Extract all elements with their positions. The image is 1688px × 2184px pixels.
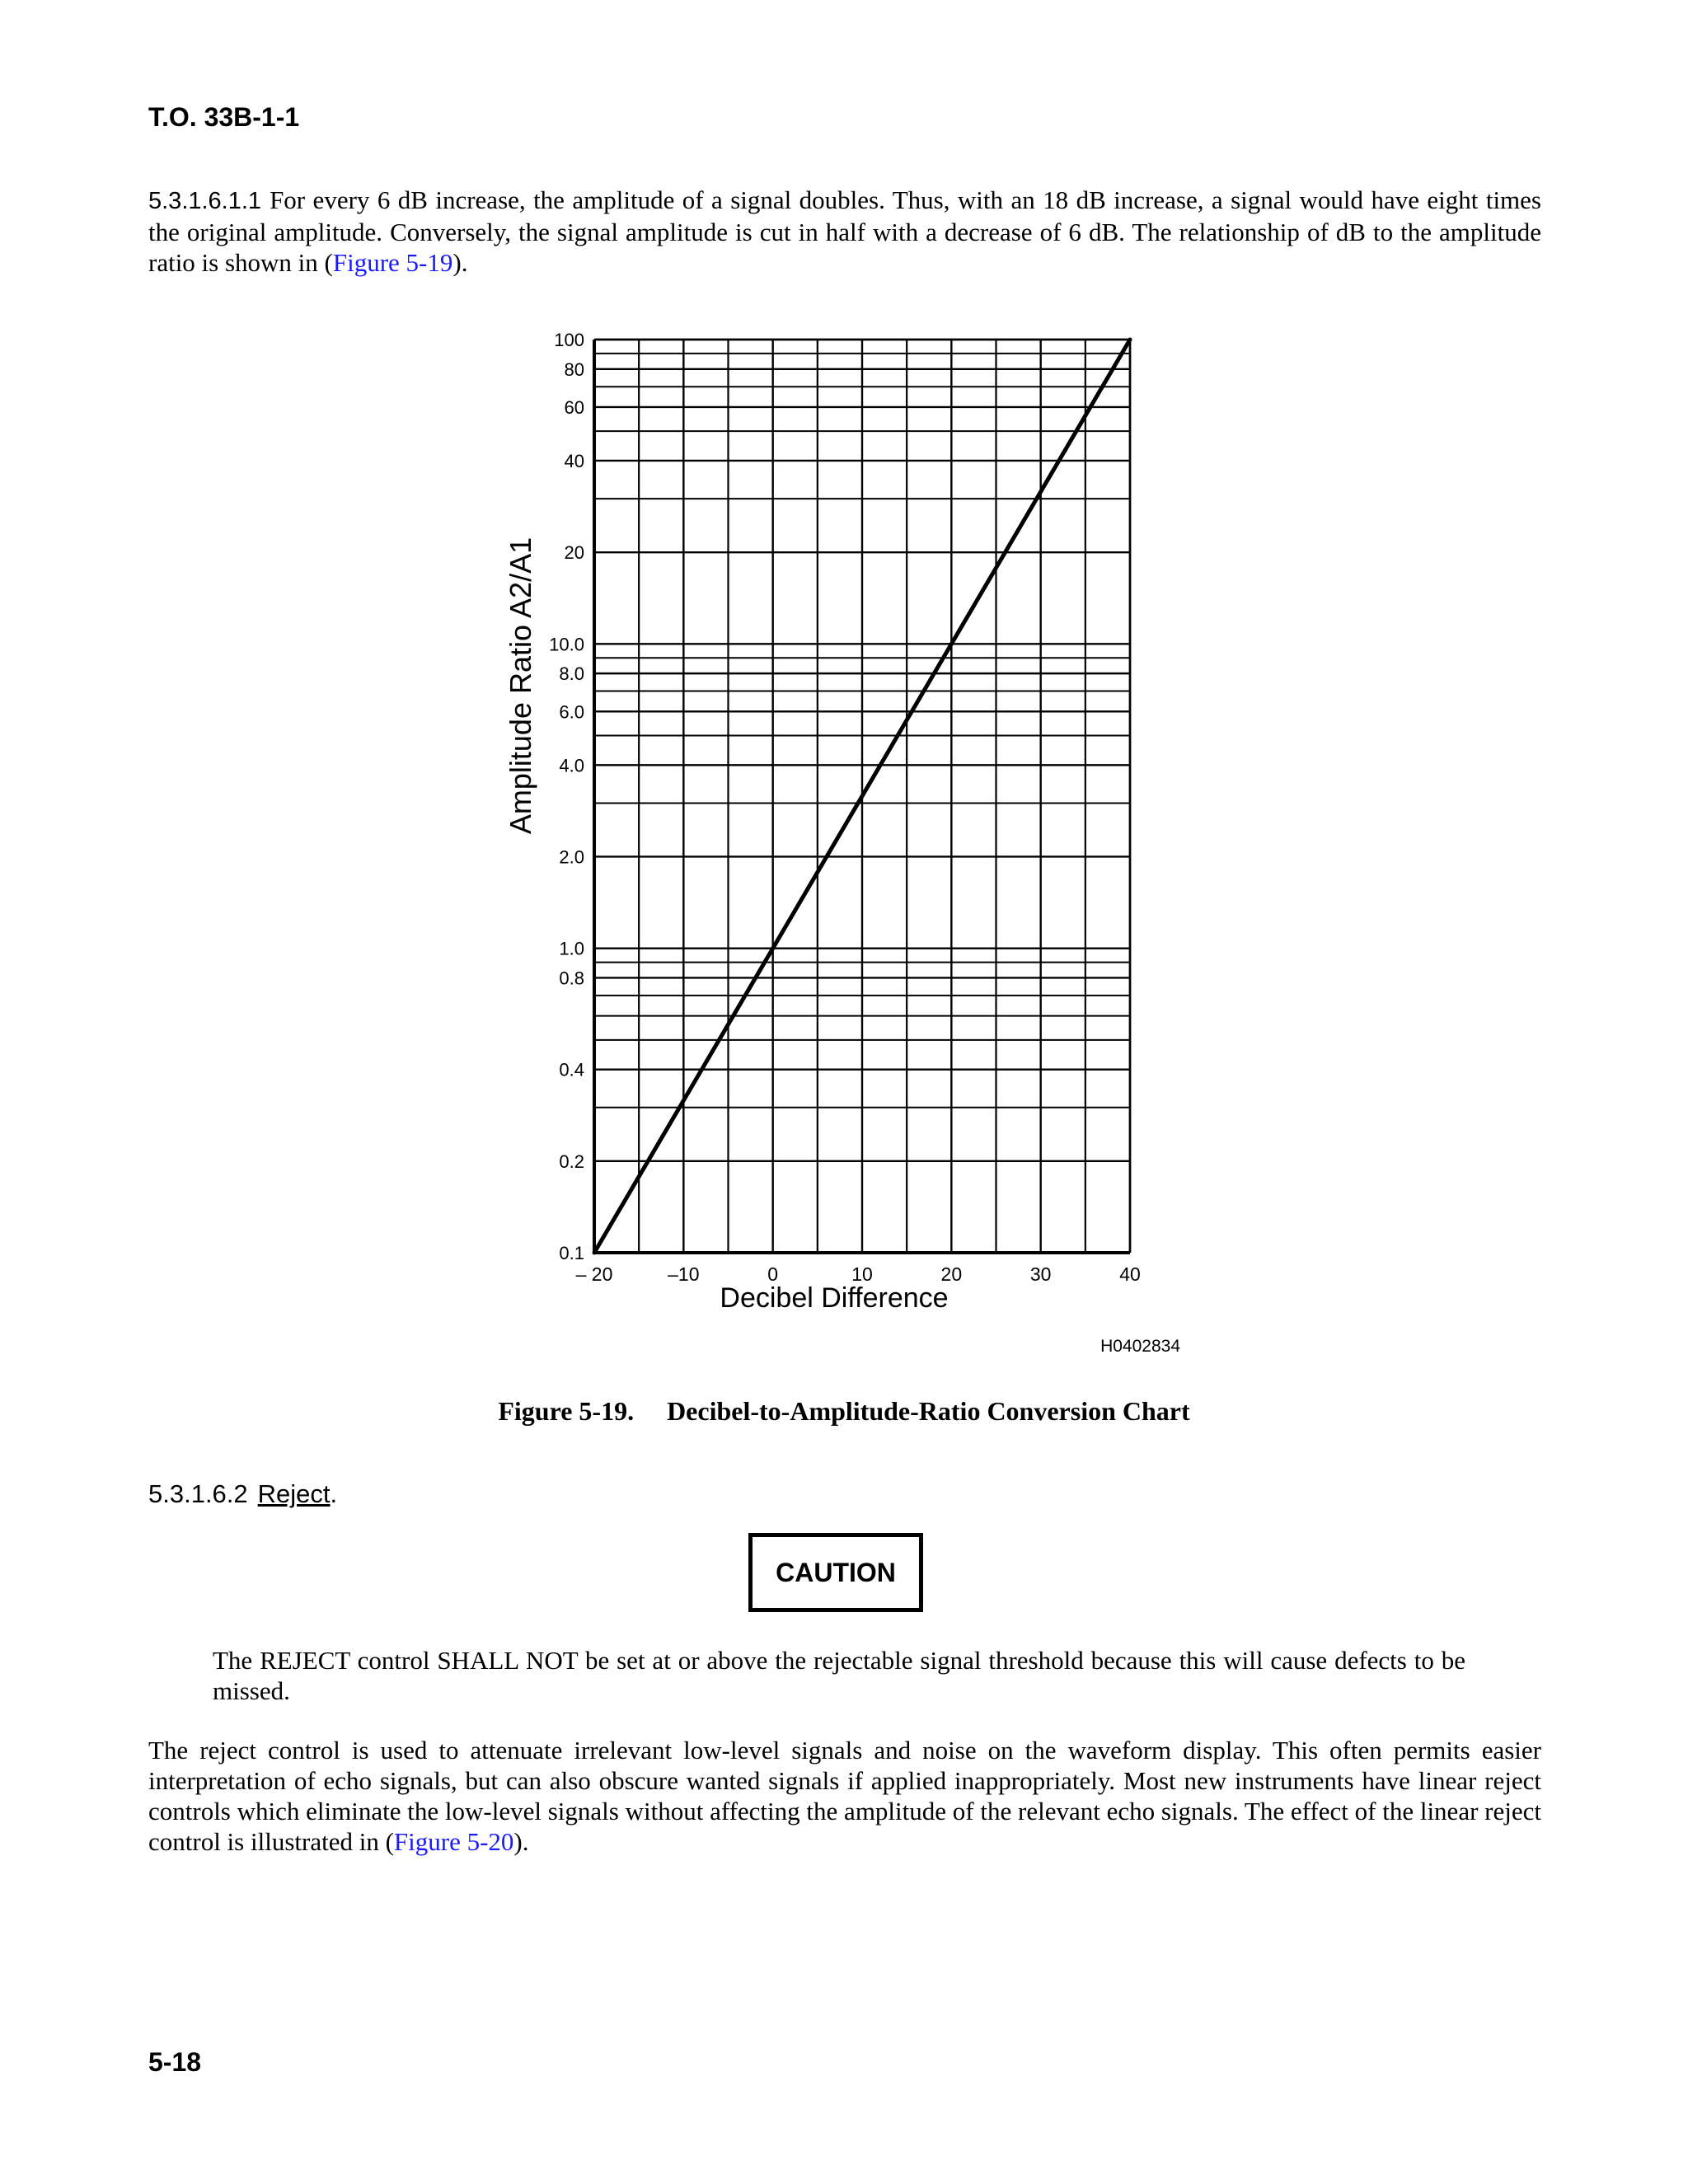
- y-tick-label: 6.0: [559, 701, 584, 723]
- section-number: 5.3.1.6.2: [148, 1479, 248, 1508]
- chart-y-axis-label: [504, 537, 537, 834]
- y-tick-label: 0.8: [559, 968, 584, 989]
- x-tick-label: –10: [668, 1263, 700, 1285]
- y-tick-label: 80: [564, 359, 584, 380]
- y-tick-label: 4.0: [559, 755, 584, 776]
- chart-y-tick-labels: [549, 330, 584, 1263]
- y-axis-label-formula: A2/A1: [504, 537, 537, 618]
- y-tick-label: 2.0: [559, 846, 584, 868]
- chart-x-axis-label: Decibel Difference: [720, 1282, 949, 1314]
- figure-code: H0402834: [1100, 1337, 1180, 1356]
- y-tick-label: 0.2: [559, 1151, 584, 1172]
- y-axis-label-text: Amplitude Ratio: [504, 617, 537, 835]
- figure-number: Figure 5-19.: [498, 1396, 635, 1426]
- x-tick-label: – 20: [575, 1263, 613, 1285]
- body-text-end: ).: [513, 1827, 529, 1856]
- figure-5-20-link[interactable]: Figure 5-20: [393, 1827, 514, 1856]
- section-title: Reject: [257, 1479, 331, 1508]
- x-tick-label: 30: [1029, 1263, 1052, 1285]
- body-paragraph: [148, 1735, 1541, 1857]
- x-tick-label: 10: [851, 1263, 873, 1285]
- y-tick-label: 1.0: [559, 938, 584, 959]
- figure-title: Decibel-to-Amplitude-Ratio Conversion Chart: [667, 1396, 1190, 1426]
- x-tick-label: 0: [767, 1263, 779, 1285]
- y-tick-label: 8.0: [559, 663, 584, 685]
- intro-paragraph: [148, 185, 1541, 278]
- caution-label: CAUTION: [776, 1557, 896, 1587]
- y-tick-label: 40: [564, 450, 584, 471]
- y-tick-label: 0.4: [559, 1059, 584, 1080]
- chart-y-axis-label-group: [504, 537, 537, 834]
- intro-text: For every 6 dB increase, the amplitude of a signal doubles. Thus, with an 18 dB increase, a signal would have eight times the original amplitude. Conversely, the signal amplitude is cut in half with a decrease of 6 dB. The relationship of dB to the amplitude ratio is shown in (: [148, 185, 1541, 277]
- paragraph-number: 5.3.1.6.1.1: [148, 188, 262, 214]
- caution-box: [748, 1533, 923, 1612]
- intro-text-end: ).: [452, 248, 468, 277]
- x-tick-label: 40: [1119, 1263, 1141, 1285]
- db-amplitude-chart: [495, 321, 1236, 1376]
- x-tick-label: 20: [940, 1263, 963, 1285]
- caution-text: The REJECT control SHALL NOT be set at or above the rejectable signal threshold because this will cause defects to be missed.: [213, 1646, 1465, 1705]
- section-heading: [148, 1479, 337, 1509]
- y-tick-label: 60: [564, 396, 584, 418]
- y-tick-label: 0.1: [559, 1243, 584, 1263]
- y-tick-label: 10.0: [549, 634, 584, 655]
- y-tick-label: 100: [554, 330, 584, 350]
- figure-5-19-link[interactable]: Figure 5-19: [332, 248, 453, 277]
- document-id: T.O. 33B-1-1: [148, 102, 300, 132]
- page-number: 5-18: [148, 2047, 202, 2077]
- section-title-period: .: [330, 1479, 338, 1508]
- figure-caption: [0, 1396, 1688, 1427]
- y-tick-label: 20: [564, 542, 584, 564]
- body-text: The reject control is used to attenuate irrelevant low-level signals and noise on the waveform display. This often permits easier interpretation of echo signals, but can also obscure wanted signals if applied inappropriately. Most new instruments have linear reject controls which eliminate the low-level signals without affecting the amplitude of the relevant echo signals. The effect of the linear reject control is illustrated in (: [148, 1736, 1541, 1856]
